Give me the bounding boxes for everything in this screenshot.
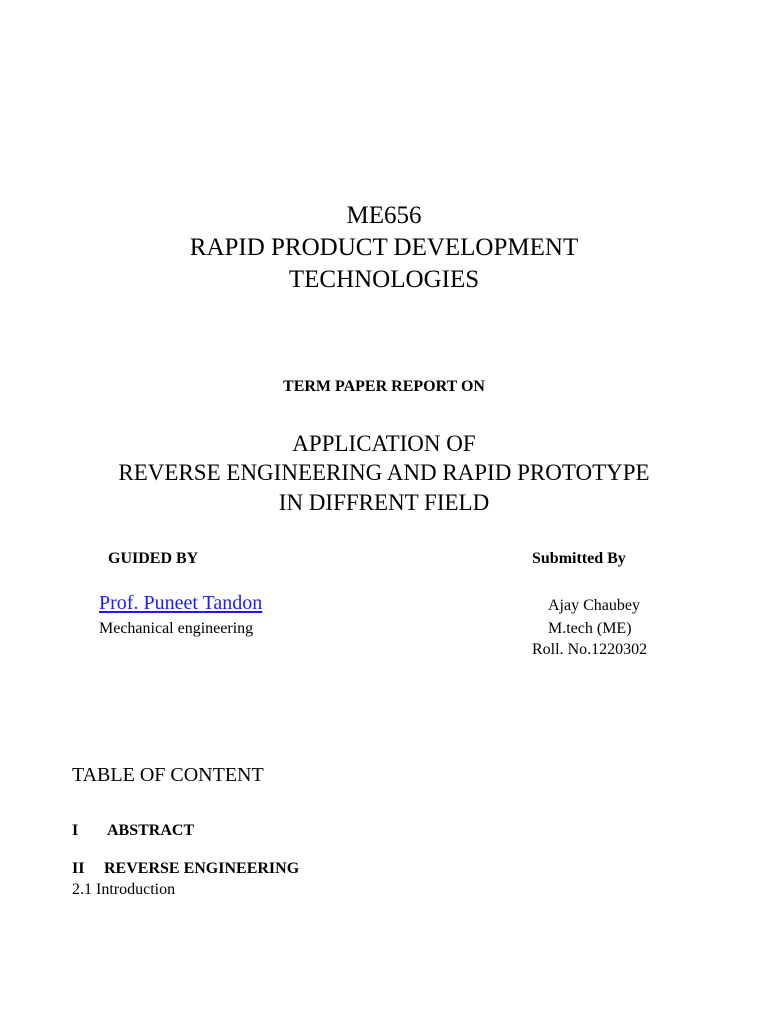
course-name-line2: TECHNOLOGIES [288, 266, 480, 293]
report-title-line2: REVERSE ENGINEERING AND RAPID PROTOTYPE [118, 460, 650, 485]
guide-heading: GUIDED BY [108, 550, 199, 567]
toc-item-number: II [72, 860, 85, 877]
course-name-line1: RAPID PRODUCT DEVELOPMENT [189, 234, 579, 261]
toc-subitem-introduction: 2.1 Introduction [72, 881, 176, 898]
toc-item-abstract: ABSTRACT [107, 822, 195, 839]
submitter-heading: Submitted By [532, 550, 626, 567]
guide-department: Mechanical engineering [99, 620, 254, 637]
course-code: ME656 [346, 202, 422, 229]
submitter-roll: Roll. No.1220302 [532, 641, 648, 658]
toc-item-reverse-engineering: REVERSE ENGINEERING [104, 860, 300, 877]
toc-item-number: I [72, 822, 79, 839]
submitter-name: Ajay Chaubey [548, 597, 640, 614]
report-title-line3: IN DIFFRENT FIELD [278, 490, 490, 515]
report-title-line1: APPLICATION OF [292, 431, 476, 456]
report-label: TERM PAPER REPORT ON [283, 378, 485, 395]
toc-title: TABLE OF CONTENT [72, 764, 264, 786]
guide-name-link[interactable]: Prof. Puneet Tandon [99, 592, 263, 614]
submitter-program: M.tech (ME) [548, 620, 632, 637]
